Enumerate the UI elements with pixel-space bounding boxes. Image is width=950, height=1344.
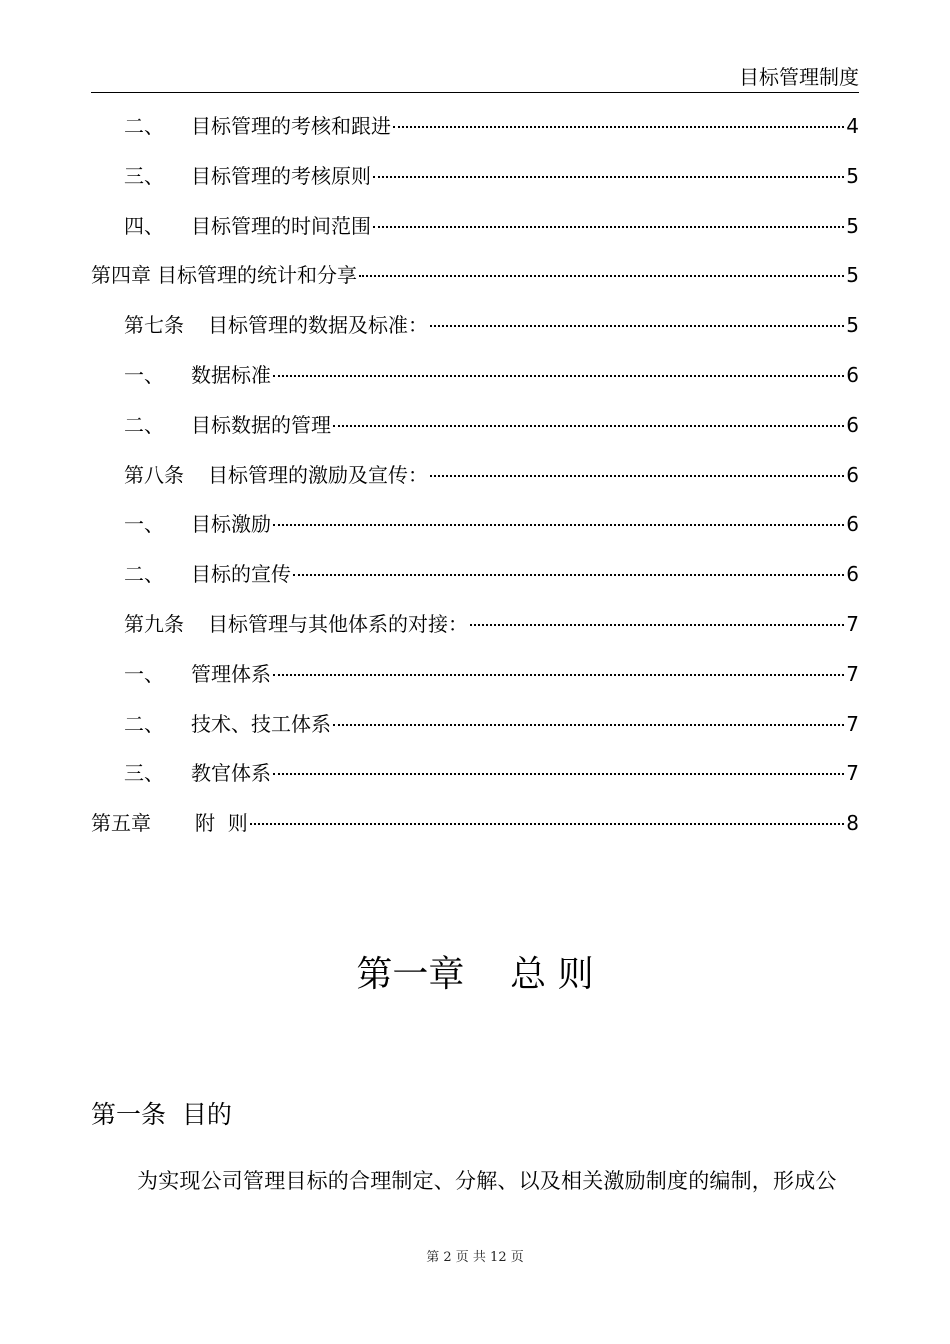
toc-dot-leader bbox=[293, 574, 844, 576]
toc-entry-title: 数据标准 bbox=[191, 362, 271, 387]
toc-dot-leader bbox=[470, 624, 844, 626]
toc-entry-number: 四、 bbox=[124, 213, 164, 238]
toc-entry-number: 二、 bbox=[124, 114, 164, 138]
running-header-title: 目标管理制度 bbox=[739, 65, 859, 89]
toc-entry-page: 5 bbox=[846, 313, 859, 338]
toc-entry[interactable] bbox=[91, 654, 859, 704]
body-paragraph: 为实现公司管理目标的合理制定、分解、以及相关激励制度的编制，形成公 bbox=[137, 1169, 837, 1193]
toc-dot-leader bbox=[393, 126, 844, 128]
toc-entry-title: 目标的宣传 bbox=[191, 562, 291, 587]
toc-entry-page: 7 bbox=[846, 611, 859, 636]
toc-entry-title: 目标管理的统计和分享 bbox=[157, 263, 357, 288]
toc-entry-title: 目标管理的数据及标准： bbox=[208, 313, 428, 338]
toc-entry-page: 6 bbox=[846, 462, 859, 487]
toc-entry-number: 一、 bbox=[124, 661, 164, 686]
toc-entry-page: 5 bbox=[846, 263, 859, 288]
toc-entry-page: 6 bbox=[846, 512, 859, 537]
toc-dot-leader bbox=[333, 724, 844, 726]
header-divider bbox=[91, 92, 859, 93]
toc-entry-title: 目标管理的时间范围 bbox=[191, 213, 371, 238]
toc-entry-title: 附 则 bbox=[195, 811, 248, 836]
toc-entry-title: 目标数据的管理 bbox=[191, 412, 331, 437]
toc-entry-page: 7 bbox=[846, 761, 859, 786]
toc-entry-page: 5 bbox=[846, 213, 859, 238]
toc-entry-number: 第四章 bbox=[91, 263, 151, 288]
toc-entry-number: 二、 bbox=[124, 711, 164, 736]
toc-dot-leader bbox=[250, 823, 845, 825]
toc-entry-page: 6 bbox=[846, 362, 859, 387]
toc-entry-number: 一、 bbox=[124, 512, 164, 537]
toc-entry-page: 8 bbox=[846, 811, 859, 836]
toc-entry-number: 第八条 bbox=[124, 462, 184, 487]
toc-chapter-entry[interactable] bbox=[91, 255, 859, 305]
toc-dot-leader bbox=[273, 773, 844, 775]
toc-entry[interactable] bbox=[91, 753, 859, 803]
toc-entry-number: 三、 bbox=[124, 163, 164, 188]
toc-entry[interactable] bbox=[91, 206, 859, 256]
toc-entry-title: 管理体系 bbox=[191, 661, 271, 686]
toc-entry-title: 技术、技工体系 bbox=[191, 711, 331, 736]
toc-chapter-entry[interactable] bbox=[91, 803, 859, 853]
toc-article-entry[interactable] bbox=[91, 604, 859, 654]
toc-entry[interactable] bbox=[91, 106, 859, 156]
toc-entry-page: 6 bbox=[846, 562, 859, 587]
toc-entry[interactable] bbox=[91, 554, 859, 604]
toc-entry[interactable] bbox=[91, 355, 859, 405]
toc-entry-number: 第五章 bbox=[91, 811, 151, 836]
toc-entry-number: 第七条 bbox=[124, 313, 184, 338]
toc-dot-leader bbox=[373, 226, 844, 228]
toc-entry-page: 7 bbox=[846, 711, 859, 736]
page-footer: 第 2 页 共 12 页 bbox=[426, 1250, 524, 1265]
toc-entry-title: 目标管理的激励及宣传： bbox=[208, 462, 428, 487]
toc-article-entry[interactable] bbox=[91, 305, 859, 355]
toc-dot-leader bbox=[273, 375, 844, 377]
toc-entry-title: 目标管理的考核原则 bbox=[191, 163, 371, 188]
toc-entry-number: 一、 bbox=[124, 362, 164, 387]
toc-entry-number: 第九条 bbox=[124, 611, 184, 636]
toc-dot-leader bbox=[359, 275, 844, 277]
toc-entry[interactable] bbox=[91, 704, 859, 754]
toc-entry-number: 二、 bbox=[124, 412, 164, 437]
toc-entry-title: 目标激励 bbox=[191, 512, 271, 537]
toc-entry-page: 5 bbox=[846, 163, 859, 188]
toc-entry-number: 二、 bbox=[124, 562, 164, 587]
chapter-heading: 第一章 总 则 bbox=[356, 954, 594, 995]
toc-dot-leader bbox=[273, 674, 844, 676]
article-heading: 第一条 目的 bbox=[91, 1100, 232, 1129]
toc-entry-page: 4 bbox=[846, 114, 859, 138]
toc-entry-page: 7 bbox=[846, 661, 859, 686]
toc-entry[interactable] bbox=[91, 405, 859, 455]
table-of-contents bbox=[91, 106, 859, 853]
toc-dot-leader bbox=[430, 475, 844, 477]
toc-dot-leader bbox=[373, 176, 844, 178]
toc-entry-page: 6 bbox=[846, 412, 859, 437]
toc-entry[interactable] bbox=[91, 156, 859, 206]
toc-entry-title: 目标管理与其他体系的对接： bbox=[208, 611, 468, 636]
toc-dot-leader bbox=[333, 425, 844, 427]
toc-dot-leader bbox=[273, 524, 844, 526]
toc-dot-leader bbox=[430, 325, 844, 327]
toc-entry-title: 教官体系 bbox=[191, 761, 271, 786]
toc-entry[interactable] bbox=[91, 504, 859, 554]
toc-article-entry[interactable] bbox=[91, 455, 859, 505]
toc-entry-number: 三、 bbox=[124, 761, 164, 786]
toc-entry-title: 目标管理的考核和跟进 bbox=[191, 114, 391, 138]
